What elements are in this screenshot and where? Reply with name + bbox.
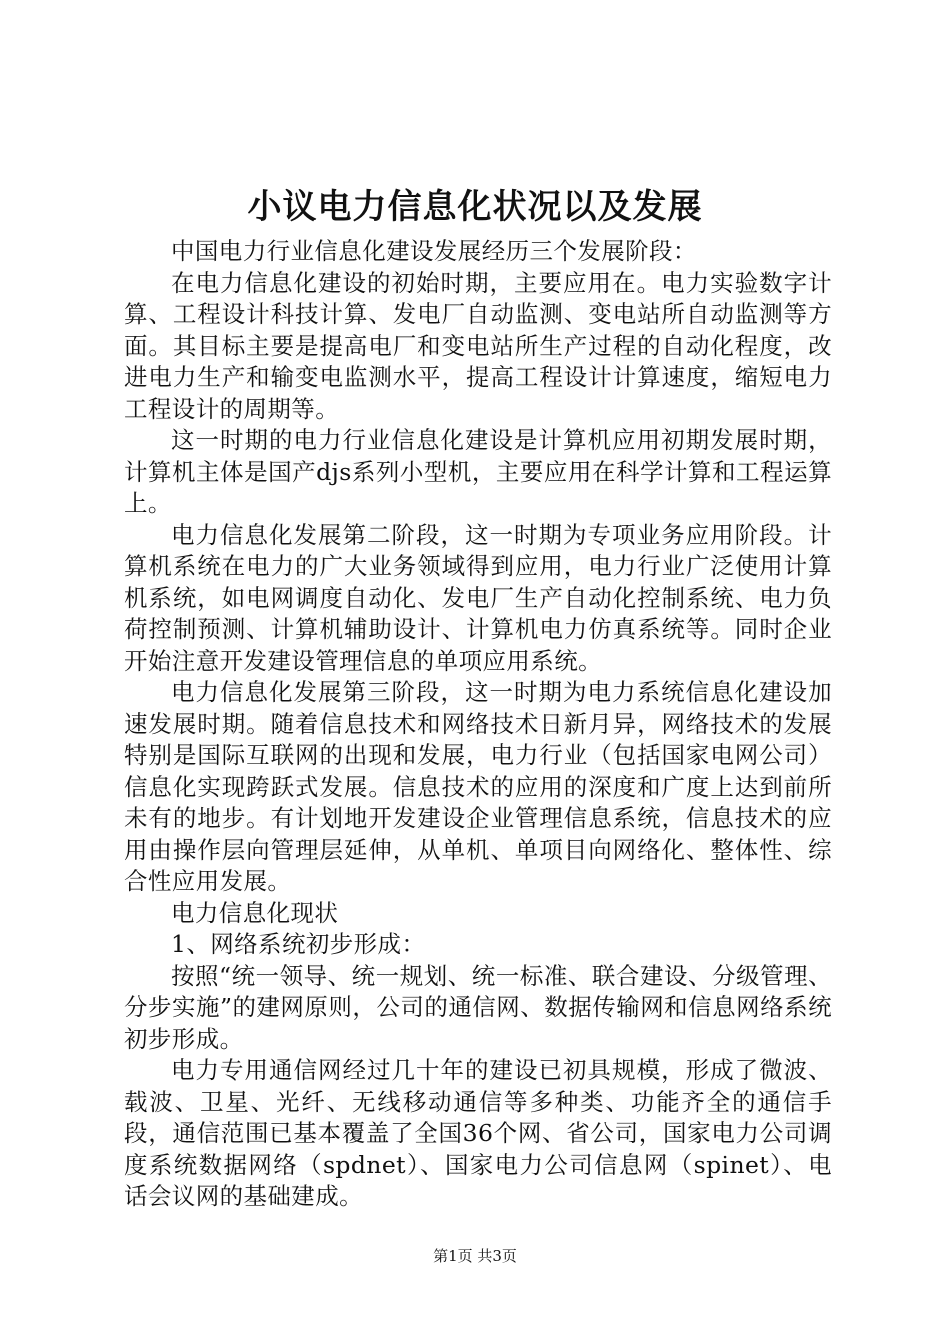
paragraph-intro: 中国电力行业信息化建设发展经历三个发展阶段： <box>171 237 697 265</box>
paragraph-early-computing: 这一时期的电力行业信息化建设是计算机应用初期发展时期，计算机主体是国产djs系列小型机，主要应用在科学计算和工程运算上。 <box>124 426 832 517</box>
subheading-network: 1、网络系统初步形成： <box>171 930 426 958</box>
paragraph-network-principles: 按照“统一领导、统一规划、统一标准、联合建设、分级管理、分步实施”的建网原则，公司的通信网、数据传输网和信息网络系统初步形成。 <box>124 961 832 1053</box>
document-body <box>124 236 832 1213</box>
paragraph-stage-three: 电力信息化发展第三阶段，这一时期为电力系统信息化建设加速发展时期。随着信息技术和网络技术日新月异，网络技术的发展特别是国际互联网的出现和发展，电力行业（包括国家电网公司）信息化实现跨跃式发展。信息技术的应用的深度和广度上达到前所未有的地步。有计划地开发建设企业管理信息系统，信息技术的应用由操作层向管理层延伸，从单机、单项目向网络化、整体性、综合性应用发展。 <box>124 678 832 895</box>
section-heading-status: 电力信息化现状 <box>171 898 339 927</box>
document-title: 小议电力信息化状况以及发展 <box>247 187 703 227</box>
paragraph-stage-one: 在电力信息化建设的初始时期，主要应用在。电力实验数字计算、工程设计科技计算、发电厂自动监测、变电站所自动监测等方面。其目标主要是提高电厂和变电站所生产过程的自动化程度，改进电力生产和输变电监测水平，提高工程设计计算速度，缩短电力工程设计的周期等。 <box>124 268 832 423</box>
page-number-footer: 第1页 共3页 <box>433 1247 517 1265</box>
paragraph-stage-two: 电力信息化发展第二阶段，这一时期为专项业务应用阶段。计算机系统在电力的广大业务领域得到应用，电力行业广泛使用计算机系统，如电网调度自动化、发电厂生产自动化控制系统、电力负荷控制预测、计算机辅助设计、计算机电力仿真系统等。同时企业开始注意开发建设管理信息的单项应用系统。 <box>124 520 832 675</box>
paragraph-communication-network: 电力专用通信网经过几十年的建设已初具规模，形成了微波、载波、卫星、光纤、无线移动通信等多种类、功能齐全的通信手段，通信范围已基本覆盖了全国36个网、省公司，国家电力公司调度系统数据网络（spdnet）、国家电力公司信息网（spinet）、电话会议网的基础建成。 <box>124 1056 832 1210</box>
